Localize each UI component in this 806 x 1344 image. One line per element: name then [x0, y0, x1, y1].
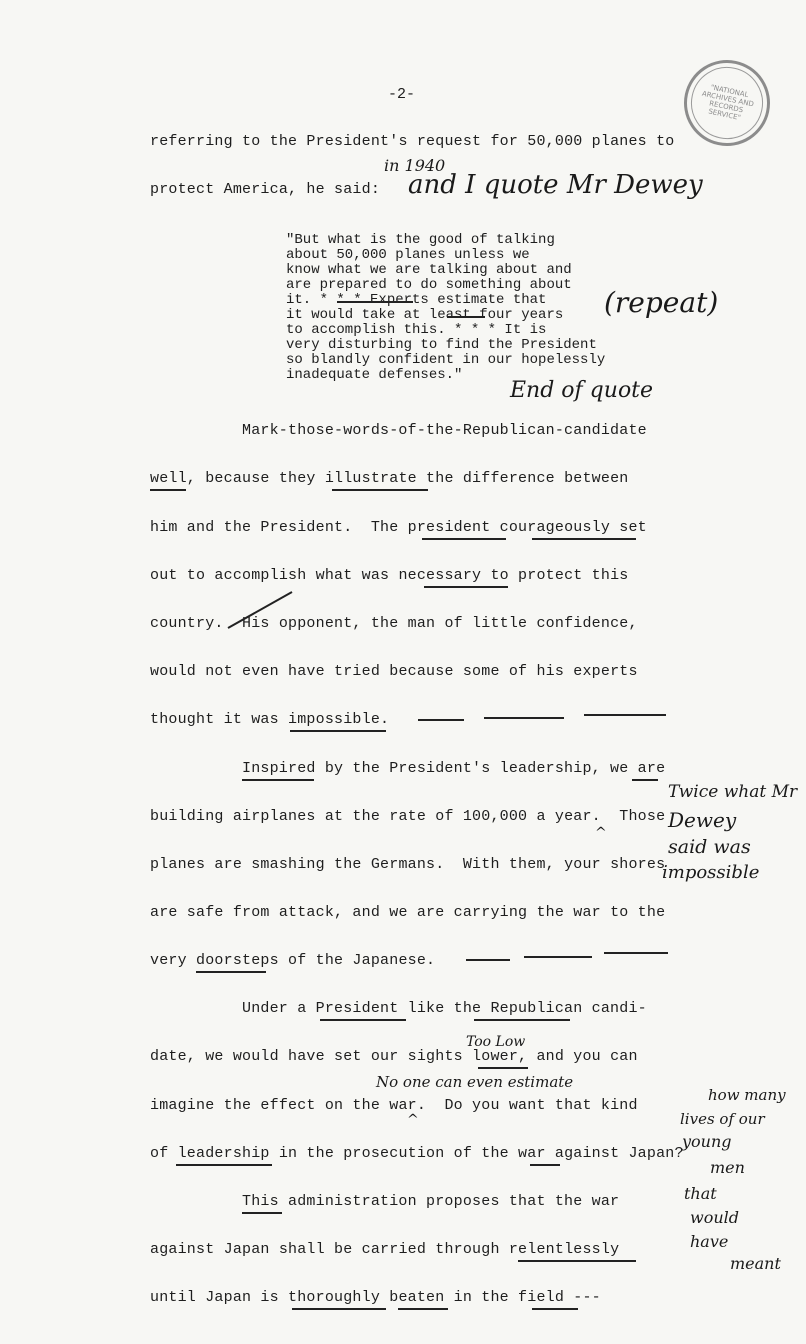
quote-line-4: are prepared to do something about	[286, 277, 572, 293]
body-line-14: date, we would have set our sights lower, and you can	[150, 1048, 638, 1065]
underline-leadership	[176, 1164, 272, 1166]
quote-line-5: it. * * * Experts estimate that	[286, 292, 547, 308]
archives-stamp	[676, 52, 778, 154]
handwritten-how-many: how many	[708, 1086, 786, 1104]
underline-this	[242, 1212, 282, 1214]
handwritten-twice-what: Twice what Mr	[668, 782, 798, 802]
body-line-9: building airplanes at the rate of 100,000 a year. Those	[150, 808, 666, 825]
body-line-16: of leadership in the prosecution of the war against Japan?	[150, 1145, 684, 1162]
intro-line-2: protect America, he said:	[150, 181, 381, 198]
quote-line-10: inadequate defenses."	[286, 367, 463, 383]
body-line-2: well, because they illustrate the difference between	[150, 470, 629, 487]
handwritten-end-of-quote: End of quote	[510, 378, 654, 403]
body-line-5: country. His opponent, the man of little confidence,	[150, 615, 638, 632]
pen-dash-1	[418, 719, 464, 721]
stamp-text: "NATIONAL ARCHIVES AND RECORDS SERVICE"	[701, 83, 755, 123]
quote-line-2: about 50,000 planes unless we	[286, 247, 530, 263]
pen-dash-4	[466, 959, 510, 961]
underline-necessary	[424, 586, 508, 588]
handwritten-have: have	[690, 1232, 729, 1251]
underline-experts	[337, 301, 413, 303]
underline-thoroughly	[292, 1308, 386, 1310]
underline-president-2	[320, 1019, 406, 1021]
pen-dash-3	[584, 714, 666, 716]
pen-dash-6	[604, 952, 668, 954]
underline-lower	[478, 1067, 528, 1069]
body-line-18: against Japan shall be carried through relentlessly	[150, 1241, 620, 1258]
intro-line-1: referring to the President's request for 50,000 planes to	[150, 133, 675, 150]
quote-line-3: know what we are talking about and	[286, 262, 572, 278]
body-line-12: very doorsteps of the Japanese.	[150, 952, 436, 969]
body-line-15: imagine the effect on the war. Do you want that kind	[150, 1097, 638, 1114]
underline-republican	[474, 1019, 570, 1021]
pen-slash-mark	[226, 588, 296, 630]
body-line-3: him and the President. The president courageously set	[150, 519, 647, 536]
underline-beaten	[398, 1308, 448, 1310]
underline-doorsteps	[196, 971, 266, 973]
quote-line-9: so blandly confident in our hopelessly	[286, 352, 606, 368]
body-line-17: This administration proposes that the war	[242, 1193, 620, 1210]
pen-dash-5	[524, 956, 592, 958]
body-line-8: Inspired by the President's leadership, we are	[242, 760, 666, 777]
handwritten-impossible: impossible	[662, 862, 760, 883]
pen-dash-2	[484, 717, 564, 719]
underline-relentlessly	[518, 1260, 636, 1262]
handwritten-too-low: Too Low	[466, 1034, 526, 1050]
body-line-19: until Japan is thoroughly beaten in the field ---	[150, 1289, 601, 1306]
body-line-4: out to accomplish what was necessary to protect this	[150, 567, 629, 584]
underline-illustrate	[332, 489, 428, 491]
body-line-7: thought it was impossible.	[150, 711, 390, 728]
caret-mark-2: ^	[407, 1112, 419, 1128]
body-line-13: Under a President like the Republican candi-	[242, 1000, 647, 1017]
body-line-10: planes are smashing the Germans. With them, your shores	[150, 856, 666, 873]
body-line-6: would not even have tried because some of his experts	[150, 663, 638, 680]
underline-president	[422, 538, 506, 540]
handwritten-meant: meant	[730, 1254, 781, 1273]
handwritten-said-was: said was	[668, 836, 751, 858]
handwritten-young: young	[682, 1132, 732, 1151]
handwritten-that: that	[684, 1184, 717, 1203]
underline-well	[150, 489, 186, 491]
underline-four	[447, 316, 485, 318]
handwritten-and-i-quote: and I quote Mr Dewey	[408, 170, 703, 200]
quote-line-8: very disturbing to find the President	[286, 337, 597, 353]
handwritten-in-1940: in 1940	[384, 156, 446, 175]
quote-line-6: it would take at least four years	[286, 307, 564, 323]
handwritten-repeat: (repeat)	[604, 286, 719, 319]
underline-field	[532, 1308, 578, 1310]
underline-impossible	[290, 730, 386, 732]
quote-line-1: "But what is the good of talking	[286, 232, 555, 248]
underline-are	[632, 779, 658, 781]
caret-mark-1: ^	[595, 825, 607, 841]
handwritten-would: would	[690, 1208, 739, 1227]
body-line-1: Mark-those-words-of-the-Republican-candidate	[242, 422, 647, 439]
underline-war	[530, 1164, 560, 1166]
body-line-11: are safe from attack, and we are carrying the war to the	[150, 904, 666, 921]
handwritten-lives-of-our: lives of our	[680, 1110, 765, 1128]
handwritten-men: men	[710, 1158, 745, 1177]
handwritten-dewey: Dewey	[668, 808, 737, 832]
quote-line-7: to accomplish this. * * * It is	[286, 322, 547, 338]
underline-inspired	[242, 779, 314, 781]
page-number: -2-	[388, 86, 416, 103]
handwritten-no-one: No one can even estimate	[376, 1073, 574, 1091]
underline-courageously	[532, 538, 636, 540]
